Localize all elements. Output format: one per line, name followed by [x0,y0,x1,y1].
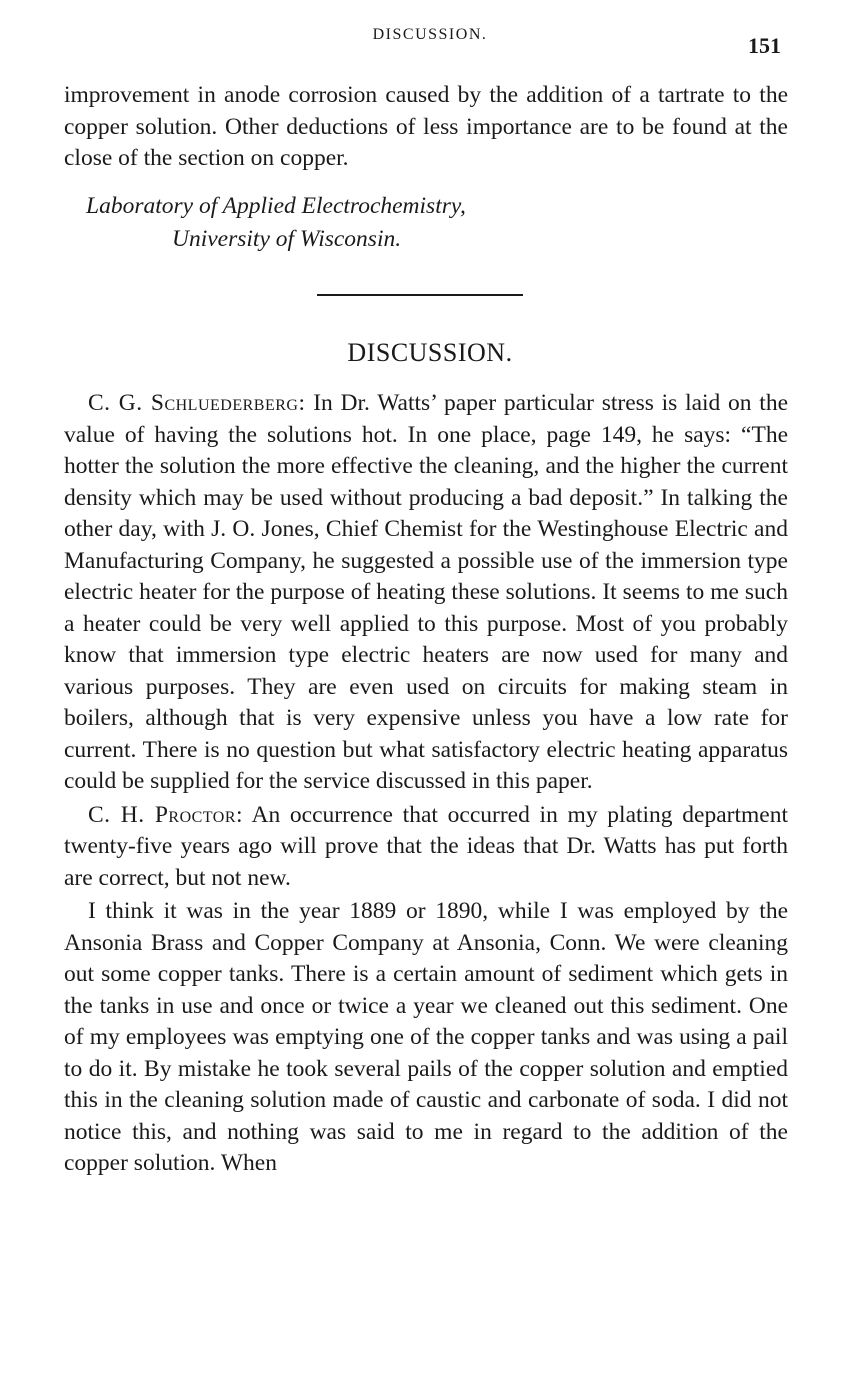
section-title: DISCUSSION. [347,338,513,367]
discussion-body [64,388,788,1182]
speaker-name: C. G. Schluederberg: [88,390,306,416]
section-divider [317,294,523,296]
paragraph-text: In Dr. Watts’ paper particular stress is laid on the value of having the solutions hot. In one place, page 149, he says: “The hotter the solution the more effective the cleaning, and the higher the current density which may be used without producing a bad deposit.” In talking the other day, with J. O. Jones, Chief Chemist for the Westinghouse Electric and Manufacturing Company, he suggested a possible use of the immersion type electric heater for the purpose of heating these solutions. It seems to me such a heater could be very well applied to this purpose. Most of you probably know that immersion type electric heaters are now used for many and various purposes. They are even used on circuits for making steam in boilers, although that is very expensive unless you have a low rate for current. There is no question but what satisfactory electric heating apparatus could be supplied for the service discussed in this paper. [64,390,789,794]
discussion-paragraph [64,800,788,895]
affiliation-line-2: University of Wisconsin. [172,226,402,252]
closing-paragraph: improvement in anode corrosion caused by the addition of a tartrate to the copper solution. Other deductions of less importance are to be found at the close of the section on copper. [64,82,788,171]
affiliation [86,190,466,256]
discussion-paragraph [64,388,788,798]
paragraph-text: I think it was in the year 1889 or 1890, while I was employed by the Ansonia Brass and Copper Company at Ansonia, Conn. We were cleaning out some copper tanks. There is a certain amount of sediment which gets in the tanks in use and once or twice a year we cleaned out this sediment. One of my employees was emptying one of the copper tanks and was using a pail to do it. By mistake he took several pails of the copper solution and emptied this in the cleaning solution made of caustic and carbonate of soda. I did not notice this, and nothing was said to me in regard to the addition of the copper solution. When [64,898,788,1176]
affiliation-line-1: Laboratory of Applied Electrochemistry, [86,193,466,219]
page-number: 151 [748,33,781,58]
paragraph-text: An occurrence that occurred in my plating department twenty-five years ago will prove that the ideas that Dr. Watts has put forth are correct, but not new. [64,801,788,891]
speaker-name: C. H. Proctor: [88,801,244,828]
discussion-paragraph [64,896,788,1180]
closing-paragraph-block [64,80,788,175]
running-head: DISCUSSION. [372,26,488,43]
